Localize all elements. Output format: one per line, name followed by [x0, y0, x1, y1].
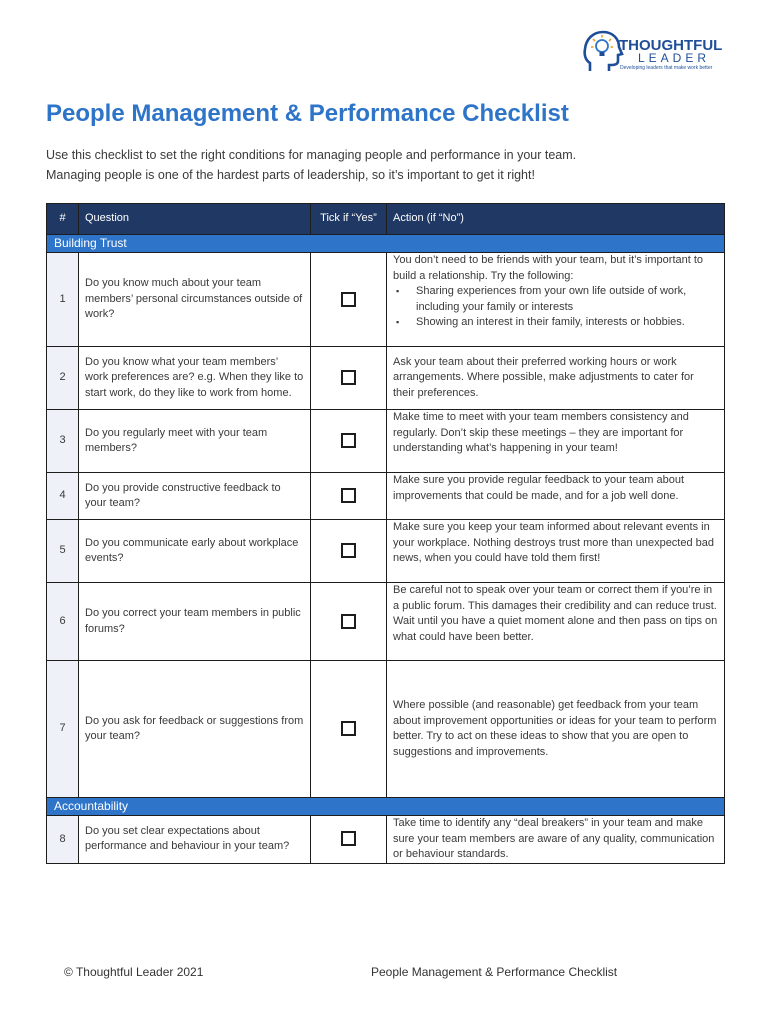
row-number: 6	[47, 583, 79, 661]
yes-checkbox[interactable]	[341, 488, 356, 503]
action-bullet: ▪ Sharing experiences from your own life outside of work, including your family or interests	[393, 284, 718, 315]
table-row	[47, 473, 725, 520]
checklist-table	[46, 203, 725, 864]
row-action: Take time to identify any “deal breakers” in your team and make sure your team members are aware of any quality, communication or behaviour standards.	[387, 816, 725, 864]
brand-tagline: Developing leaders that make work better	[620, 65, 713, 71]
row-question: Do you correct your team members in public forums?	[79, 583, 311, 661]
row-question: Do you set clear expectations about performance and behaviour in your team?	[79, 816, 311, 864]
row-action: Make time to meet with your team members consistency and regularly. Don’t skip these meetings – they are important for understanding what’s happening in your team!	[387, 410, 725, 473]
column-header-action: Action (if “No”)	[387, 204, 725, 235]
section-row-accountability	[47, 798, 725, 816]
yes-checkbox[interactable]	[341, 292, 356, 307]
table-row	[47, 253, 725, 347]
section-label: Building Trust	[47, 235, 725, 253]
row-action: Make sure you keep your team informed about relevant events in your workplace. Nothing destroys trust more than unexpected bad news, when you could have told them first!	[387, 520, 725, 583]
row-number: 3	[47, 410, 79, 473]
intro-line: Managing people is one of the hardest parts of leadership, so it’s important to get it right!	[46, 168, 535, 182]
column-header-question: Question	[79, 204, 311, 235]
table-row	[47, 410, 725, 473]
section-row-building-trust	[47, 235, 725, 253]
row-question: Do you know what your team members’ work preferences are? e.g. When they like to start work, do they like to work from home.	[79, 347, 311, 410]
head-lightbulb-icon	[582, 27, 624, 73]
section-label: Accountability	[47, 798, 725, 816]
row-number: 5	[47, 520, 79, 583]
row-question: Do you know much about your team members’ personal circumstances outside of work?	[79, 253, 311, 347]
footer-copyright: © Thoughtful Leader 2021	[64, 965, 204, 979]
row-number: 4	[47, 473, 79, 520]
row-number: 2	[47, 347, 79, 410]
row-number: 1	[47, 253, 79, 347]
row-action: Ask your team about their preferred working hours or work arrangements. Where possible, make adjustments to cater for their preferences.	[387, 347, 725, 410]
yes-checkbox[interactable]	[341, 543, 356, 558]
row-number: 8	[47, 816, 79, 864]
action-bullet-list	[393, 284, 718, 331]
yes-checkbox[interactable]	[341, 614, 356, 629]
yes-checkbox[interactable]	[341, 721, 356, 736]
brand-subtitle: LEADER	[638, 51, 711, 65]
footer-doc-name: People Management & Performance Checklist	[371, 965, 618, 979]
yes-checkbox[interactable]	[341, 831, 356, 846]
row-number: 7	[47, 661, 79, 798]
intro-text	[46, 145, 726, 185]
table-row	[47, 520, 725, 583]
table-row	[47, 816, 725, 864]
row-action: Where possible (and reasonable) get feedback from your team about improvement opportunities or ideas for your team to perform better. Try to act on these ideas to show that you are open to suggestions and improvements.	[387, 661, 725, 798]
table-header-row	[47, 204, 725, 235]
row-action-text: You don’t need to be friends with your team, but it’s important to build a relationship. Try the following:	[393, 254, 704, 282]
row-question: Do you provide constructive feedback to your team?	[79, 473, 311, 520]
row-action: Make sure you provide regular feedback to your team about improvements that could be made, and for a job well done.	[387, 473, 725, 520]
table-row	[47, 661, 725, 798]
row-question: Do you communicate early about workplace events?	[79, 520, 311, 583]
row-action: Be careful not to speak over your team or correct them if you’re in a public forum. This damages their credibility and can reduce trust. Wait until you have a quiet moment alone and then pass on tips on what could have been better.	[387, 583, 725, 661]
column-header-tick: Tick if “Yes”	[311, 204, 387, 235]
page-title: People Management & Performance Checklist	[46, 100, 569, 127]
row-action	[387, 253, 725, 347]
brand-title: THOUGHTFUL	[619, 37, 723, 54]
table-row	[47, 583, 725, 661]
intro-line: Use this checklist to set the right conditions for managing people and performance in your team.	[46, 148, 577, 162]
row-question: Do you ask for feedback or suggestions from your team?	[79, 661, 311, 798]
table-row	[47, 347, 725, 410]
yes-checkbox[interactable]	[341, 433, 356, 448]
column-header-number: #	[47, 204, 79, 235]
action-bullet: ▪ Showing an interest in their family, interests or hobbies.	[393, 315, 718, 331]
brand-logo	[582, 27, 723, 77]
yes-checkbox[interactable]	[341, 370, 356, 385]
row-question: Do you regularly meet with your team members?	[79, 410, 311, 473]
